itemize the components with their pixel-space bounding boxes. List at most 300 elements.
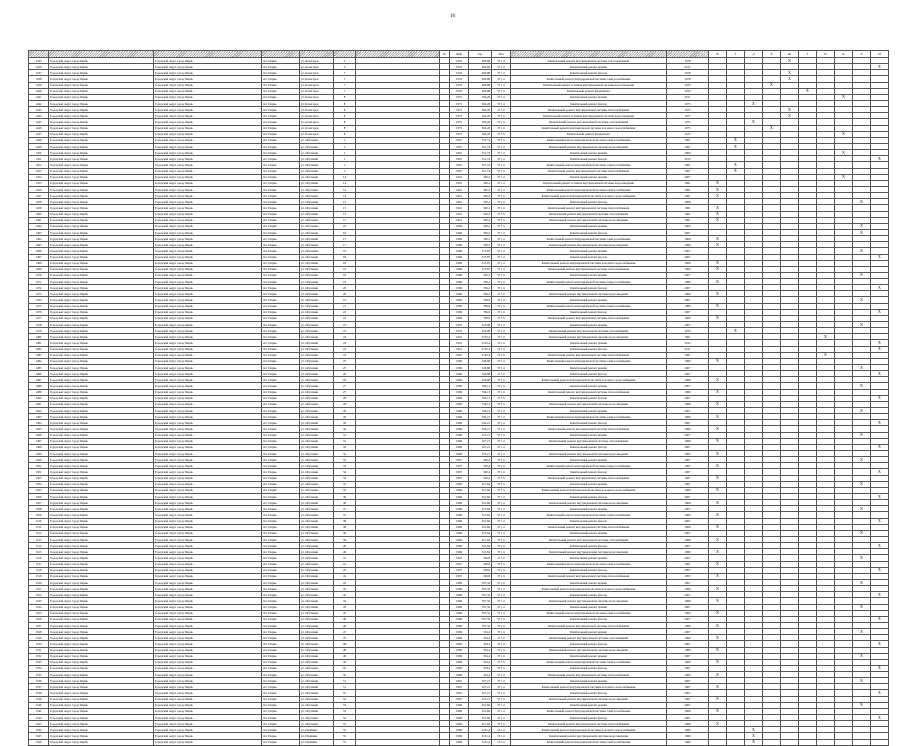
work-type-cell: Капитальный ремонт фасада xyxy=(511,567,667,573)
house-number-cell: 43 xyxy=(334,579,356,585)
category-code-cell: 37 1 п xyxy=(492,567,511,573)
area-cell: 351,74 xyxy=(469,168,492,174)
work-type-cell: Капитальный ремонт внутридомовой системы газоснабжения xyxy=(511,438,667,444)
work-type-cell: Капитальный ремонт и замена внутридомовой системы водоотведения xyxy=(511,180,667,186)
build-year-cell: 1967 xyxy=(450,475,469,481)
district-cell: Городской округ город Пермь xyxy=(49,401,154,407)
mark-cell: X xyxy=(709,635,727,641)
work-type-cell: Капитальный ремонт фасада xyxy=(511,371,667,377)
plan-year-cell: 1966 xyxy=(667,291,709,297)
area-cell: 504,26 xyxy=(469,107,492,113)
build-year-cell: 1969 xyxy=(450,395,469,401)
house-number-cell: 20 xyxy=(334,285,356,291)
category-code-cell: 37 1 п xyxy=(492,414,511,420)
plan-year-cell: 1969 xyxy=(667,721,709,727)
district-cell: Городской округ город Пермь xyxy=(49,487,154,493)
locality-cell: пгт. Пермь xyxy=(262,622,300,628)
work-type-cell: Капитальный ремонт крыши xyxy=(511,408,667,414)
build-year-cell: 1969 xyxy=(450,260,469,266)
municipality-cell: Городской округ город Пермь xyxy=(154,297,262,303)
category-code-cell: 37 1 п xyxy=(492,678,511,684)
work-type-cell: Капитальный ремонт внутридомовой системы теплоснабжения xyxy=(511,524,667,530)
plan-year-cell: 1967 xyxy=(667,684,709,690)
district-cell: Городской округ город Пермь xyxy=(49,125,154,131)
row-number: 1491 xyxy=(29,401,49,407)
category-code-cell: 37 1 п xyxy=(492,64,511,70)
house-number-cell: 26 xyxy=(334,377,356,383)
house-number-cell: 42 xyxy=(334,573,356,579)
mark-cell xyxy=(727,739,745,745)
build-year-cell: 1969 xyxy=(450,536,469,542)
plan-year-cell: 1969 xyxy=(667,549,709,555)
row-number: 1445 xyxy=(29,119,49,125)
category-code-cell: 13 1 п xyxy=(492,340,511,346)
mark-cell: X xyxy=(709,598,727,604)
mark-cell: X xyxy=(835,94,853,100)
row-number: 1499 xyxy=(29,451,49,457)
plan-year-cell: 1978 xyxy=(667,76,709,82)
area-cell: 326,8 xyxy=(469,573,492,579)
district-cell: Городской округ город Пермь xyxy=(49,58,154,64)
street-cell: ул. Обучения xyxy=(300,629,334,635)
mark-cell: X xyxy=(709,561,727,567)
locality-cell: пгт. Пермь xyxy=(262,506,300,512)
category-code-cell: 37 1 п xyxy=(492,205,511,211)
locality-cell: пгт. Пермь xyxy=(262,137,300,143)
district-cell: Городской округ город Пермь xyxy=(49,260,154,266)
area-cell: 2132,4 xyxy=(469,352,492,358)
locality-cell: пгт. Пермь xyxy=(262,168,300,174)
category-code-cell: 37 1 п xyxy=(492,444,511,450)
locality-cell: пгт. Пермь xyxy=(262,285,300,291)
house-number-cell: 53 xyxy=(334,702,356,708)
area-cell: 797,32 xyxy=(469,579,492,585)
row-number: 1506 xyxy=(29,493,49,499)
plan-year-cell: 1969 xyxy=(667,733,709,739)
municipality-cell: Городской округ город Пермь xyxy=(154,457,262,463)
house-number-cell: 22 xyxy=(334,309,356,315)
build-year-cell: 1966 xyxy=(450,358,469,364)
locality-cell: пгт. Пермь xyxy=(262,457,300,463)
mark-cell: X xyxy=(817,352,835,358)
row-number: 1438 xyxy=(29,76,49,82)
locality-cell: пгт. Пермь xyxy=(262,358,300,364)
street-cell: ул. Обучения xyxy=(300,186,334,192)
build-year-cell: 1967 xyxy=(450,168,469,174)
house-number-cell: 54 xyxy=(334,721,356,727)
street-cell: ул. Обучения xyxy=(300,180,334,186)
district-cell: Городской округ город Пермь xyxy=(49,561,154,567)
area-cell: 315,87 xyxy=(469,260,492,266)
district-cell: Городской округ город Пермь xyxy=(49,389,154,395)
mark-cell: X xyxy=(853,506,871,512)
area-cell: 490,88 xyxy=(469,88,492,94)
district-cell: Городской округ город Пермь xyxy=(49,156,154,162)
locality-cell: пгт. Пермь xyxy=(262,567,300,573)
street-cell: ул. Кочегаров xyxy=(300,94,334,100)
build-year-cell: 1961 xyxy=(450,174,469,180)
category-code-cell: 37 1 п xyxy=(492,150,511,156)
street-cell: ул. Обучения xyxy=(300,721,334,727)
mark-cell: X xyxy=(709,536,727,542)
area-cell: 343,21 xyxy=(469,408,492,414)
street-cell: ул. Кочегаров xyxy=(300,113,334,119)
plan-year-cell: 2007 xyxy=(667,567,709,573)
row-number: 1440 xyxy=(29,88,49,94)
house-number-cell: 16 xyxy=(334,223,356,229)
street-cell: ул. Обучения xyxy=(300,242,334,248)
plan-year-cell: 2007 xyxy=(667,248,709,254)
row-number: 1452 xyxy=(29,162,49,168)
street-cell: ул. Обучения xyxy=(300,315,334,321)
house-number-cell: 1 xyxy=(334,168,356,174)
locality-cell: пгт. Пермь xyxy=(262,125,300,131)
house-number-cell: 1 xyxy=(334,137,356,143)
mark-cell: X xyxy=(709,217,727,223)
work-type-cell: Капитальный ремонт крыши xyxy=(511,340,667,346)
mark-cell: X xyxy=(745,739,763,745)
street-cell: ул. Обучения xyxy=(300,223,334,229)
mark-cell: X xyxy=(871,64,889,70)
plan-year-cell: 1976 xyxy=(667,82,709,88)
build-year-cell: 1969 xyxy=(450,629,469,635)
build-year-cell: 1969 xyxy=(450,665,469,671)
area-cell: 351,74 xyxy=(469,143,492,149)
work-type-cell: Капитальный ремонт внутридомовой системы водоотведения xyxy=(511,401,667,407)
municipality-cell: Городской округ город Пермь xyxy=(154,260,262,266)
mark-cell: X xyxy=(709,573,727,579)
work-type-cell: Капитальный ремонт фасада xyxy=(511,420,667,426)
build-year-cell: 1969 xyxy=(450,659,469,665)
plan-year-cell: 2007 xyxy=(667,604,709,610)
work-type-cell: Капитальный ремонт внутридомовой системы водоотведения xyxy=(511,242,667,248)
municipality-cell: Городской округ город Пермь xyxy=(154,113,262,119)
category-code-cell: 37 1 п xyxy=(492,94,511,100)
category-code-cell: 37 1 п xyxy=(492,371,511,377)
table-row xyxy=(29,739,889,745)
house-number-cell: 24 xyxy=(334,334,356,340)
row-number: 1543 xyxy=(29,721,49,727)
area-cell: 321,84 xyxy=(469,536,492,542)
district-cell: Городской округ город Пермь xyxy=(49,500,154,506)
row-number: 1451 xyxy=(29,156,49,162)
area-cell: 321,84 xyxy=(469,530,492,536)
category-code-cell: 37 1 п xyxy=(492,721,511,727)
district-cell: Городской округ город Пермь xyxy=(49,524,154,530)
municipality-cell: Городской округ город Пермь xyxy=(154,493,262,499)
district-cell: Городской округ город Пермь xyxy=(49,702,154,708)
work-type-cell: Капитальный ремонт крыши xyxy=(511,678,667,684)
header-cell: Год xyxy=(469,51,492,58)
work-type-cell: Капитальный ремонт фасада xyxy=(511,493,667,499)
municipality-cell: Городской округ город Пермь xyxy=(154,549,262,555)
mark-cell: X xyxy=(853,297,871,303)
row-number: 1441 xyxy=(29,94,49,100)
house-number-cell: 28 xyxy=(334,395,356,401)
build-year-cell: 1969 xyxy=(450,604,469,610)
work-type-cell: Капитальный ремонт фасада xyxy=(511,395,667,401)
row-number: 1542 xyxy=(29,715,49,721)
plan-year-cell: 1961 xyxy=(667,193,709,199)
street-cell: ул. Обучения xyxy=(300,715,334,721)
street-cell: ул. Обучения xyxy=(300,260,334,266)
work-type-cell: Капитальный ремонт внутридомовой системы теплоснабжения xyxy=(511,266,667,272)
mark-cell: X xyxy=(835,174,853,180)
plan-year-cell: 1978 xyxy=(667,70,709,76)
mark-cell: X xyxy=(853,199,871,205)
district-cell: Городской округ город Пермь xyxy=(49,371,154,377)
area-cell: 323,98 xyxy=(469,322,492,328)
mark-cell: X xyxy=(709,260,727,266)
locality-cell: пгт. Пермь xyxy=(262,186,300,192)
work-type-cell: Капитальный ремонт крыши xyxy=(511,64,667,70)
build-year-cell: 1967 xyxy=(450,690,469,696)
category-code-cell: 37 1 п xyxy=(492,389,511,395)
locality-cell: пгт. Пермь xyxy=(262,629,300,635)
district-cell: Городской округ город Пермь xyxy=(49,377,154,383)
area-cell: 794,13 xyxy=(469,395,492,401)
plan-year-cell: 1975 xyxy=(667,125,709,131)
district-cell: Городской округ город Пермь xyxy=(49,254,154,260)
house-number-cell: 41 xyxy=(334,555,356,561)
row-number: 1513 xyxy=(29,536,49,542)
house-number-cell: 44 xyxy=(334,598,356,604)
work-type-cell: Капитальный ремонт внутридомовой системы теплоснабжения xyxy=(511,58,667,64)
build-year-cell: 1967 xyxy=(450,469,469,475)
municipality-cell: Городской округ город Пермь xyxy=(154,727,262,733)
row-number: 1518 xyxy=(29,567,49,573)
locality-cell: пгт. Пермь xyxy=(262,82,300,88)
work-type-cell: Капитальный ремонт внутридомовой системы теплоснабжения xyxy=(511,205,667,211)
work-type-cell: Капитальный ремонт внутридомовой системы водоотведения xyxy=(511,143,667,149)
row-number: 1536 xyxy=(29,678,49,684)
category-code-cell: 37 1 п xyxy=(492,328,511,334)
locality-cell: пгт. Пермь xyxy=(262,217,300,223)
row-number: 1508 xyxy=(29,506,49,512)
municipality-cell: Городской округ город Пермь xyxy=(154,64,262,70)
category-code-cell: 37 1 п xyxy=(492,696,511,702)
house-number-cell: 46 xyxy=(334,622,356,628)
build-year-cell: 1967 xyxy=(450,150,469,156)
category-code-cell: 37 1 п xyxy=(492,285,511,291)
category-code-cell: 37 1 п xyxy=(492,82,511,88)
work-type-cell: Капитальный ремонт крыши xyxy=(511,530,667,536)
street-cell: ул. Кочегаров xyxy=(300,100,334,106)
locality-cell: пгт. Пермь xyxy=(262,266,300,272)
municipality-cell: Городской округ город Пермь xyxy=(154,622,262,628)
mark-cell: X xyxy=(709,279,727,285)
locality-cell: пгт. Пермь xyxy=(262,162,300,168)
row-number: 1527 xyxy=(29,622,49,628)
category-code-cell: 37 1 п xyxy=(492,635,511,641)
district-cell: Городской округ город Пермь xyxy=(49,721,154,727)
header-cell: Г xyxy=(727,51,745,58)
plan-year-cell: 1969 xyxy=(667,659,709,665)
house-number-cell: 36 xyxy=(334,493,356,499)
mark-cell: X xyxy=(709,451,727,457)
row-number: 1455 xyxy=(29,180,49,186)
build-year-cell: 1966 xyxy=(450,291,469,297)
row-number: 1534 xyxy=(29,665,49,671)
area-cell: 315,87 xyxy=(469,266,492,272)
house-number-cell: 15 xyxy=(334,217,356,223)
plan-year-cell: 1969 xyxy=(667,236,709,242)
build-year-cell: 1966 xyxy=(450,229,469,235)
category-code-cell: 13 1 п xyxy=(492,727,511,733)
district-cell: Городской округ город Пермь xyxy=(49,469,154,475)
street-cell: ул. Обучения xyxy=(300,168,334,174)
work-type-cell: Капитальный ремонт крыши xyxy=(511,432,667,438)
work-type-cell: Капитальный ремонт внутридомовой системы теплоснабжения xyxy=(511,389,667,395)
locality-cell: пгт. Пермь xyxy=(262,438,300,444)
row-number: 1454 xyxy=(29,174,49,180)
district-cell: Городской округ город Пермь xyxy=(49,622,154,628)
street-cell: ул. Обучения xyxy=(300,328,334,334)
work-type-cell: Капитальный ремонт внутридомовой системы холодного водоснабжения xyxy=(511,684,667,690)
row-number: 1517 xyxy=(29,561,49,567)
plan-year-cell: 2007 xyxy=(667,641,709,647)
build-year-cell: 1961 xyxy=(450,180,469,186)
district-cell: Городской округ город Пермь xyxy=(49,715,154,721)
house-number-cell: 24 xyxy=(334,352,356,358)
row-number: 1544 xyxy=(29,727,49,733)
street-cell: ул. Обучения xyxy=(300,199,334,205)
category-code-cell: 13 1 п xyxy=(492,346,511,352)
plan-year-cell: 1969 xyxy=(667,727,709,733)
locality-cell: пгт. Пермь xyxy=(262,672,300,678)
mark-cell: X xyxy=(853,223,871,229)
municipality-cell: Городской округ город Пермь xyxy=(154,444,262,450)
district-cell: Городской округ город Пермь xyxy=(49,641,154,647)
build-year-cell: 1966 xyxy=(450,414,469,420)
build-year-cell: 1967 xyxy=(450,457,469,463)
plan-year-cell: 2007 xyxy=(667,518,709,524)
build-year-cell: 1967 xyxy=(450,137,469,143)
district-cell: Городской округ город Пермь xyxy=(49,309,154,315)
municipality-cell: Городской округ город Пермь xyxy=(154,420,262,426)
plan-year-cell: 2007 xyxy=(667,365,709,371)
street-cell: ул. Обучения xyxy=(300,647,334,653)
locality-cell: пгт. Пермь xyxy=(262,389,300,395)
mark-cell: X xyxy=(709,684,727,690)
street-cell: ул. Кочегаров xyxy=(300,107,334,113)
district-cell: Городской округ город Пермь xyxy=(49,346,154,352)
mark-cell: X xyxy=(871,493,889,499)
header-cell xyxy=(511,51,667,58)
area-cell: 327,21 xyxy=(469,678,492,684)
municipality-cell: Городской округ город Пермь xyxy=(154,536,262,542)
house-number-cell: 17 xyxy=(334,242,356,248)
work-type-cell: Капитальный ремонт фасада xyxy=(511,641,667,647)
street-cell: ул. Обучения xyxy=(300,217,334,223)
locality-cell: пгт. Пермь xyxy=(262,592,300,598)
street-cell: ул. Обучения xyxy=(300,150,334,156)
work-type-cell: Капитальный ремонт внутридомовой системы теплоснабжения xyxy=(511,573,667,579)
plan-year-cell: 2007 xyxy=(667,309,709,315)
work-type-cell: Капитальный ремонт фасада xyxy=(511,715,667,721)
mark-cell: X xyxy=(709,377,727,383)
district-cell: Городской округ город Пермь xyxy=(49,475,154,481)
street-cell: ул. Обучения xyxy=(300,549,334,555)
work-type-cell: Капитальный ремонт внутридомовой системы газоснабжения xyxy=(511,328,667,334)
work-type-cell: Капитальный ремонт внутридомовой системы электроснабжения xyxy=(511,358,667,364)
work-type-cell: Капитальный ремонт крыши xyxy=(511,481,667,487)
row-number: 1535 xyxy=(29,672,49,678)
district-cell: Городской округ город Пермь xyxy=(49,549,154,555)
locality-cell: пгт. Пермь xyxy=(262,352,300,358)
street-cell: ул. Обучения xyxy=(300,383,334,389)
municipality-cell: Городской округ город Пермь xyxy=(154,168,262,174)
municipality-cell: Городской округ город Пермь xyxy=(154,616,262,622)
work-type-cell: Капитальный ремонт фасада xyxy=(511,254,667,260)
build-year-cell: 1967 xyxy=(450,561,469,567)
street-cell: ул. Обучения xyxy=(300,506,334,512)
house-number-cell: 18 xyxy=(334,248,356,254)
district-cell: Городской округ город Пермь xyxy=(49,303,154,309)
house-number-cell: 7 xyxy=(334,70,356,76)
municipality-cell: Городской округ город Пермь xyxy=(154,389,262,395)
row-number: 1539 xyxy=(29,696,49,702)
row-number: 1498 xyxy=(29,444,49,450)
house-number-cell: 31 xyxy=(334,438,356,444)
district-cell: Городской округ город Пермь xyxy=(49,579,154,585)
locality-cell: пгт. Пермь xyxy=(262,334,300,340)
plan-year-cell: 2007 xyxy=(667,678,709,684)
build-year-cell: 1976 xyxy=(450,58,469,64)
locality-cell: пгт. Пермь xyxy=(262,309,300,315)
house-number-cell: 32 xyxy=(334,451,356,457)
district-cell: Городской округ город Пермь xyxy=(49,76,154,82)
locality-cell: пгт. Пермь xyxy=(262,635,300,641)
municipality-cell: Городской округ город Пермь xyxy=(154,371,262,377)
street-cell: ул. Обучения xyxy=(300,659,334,665)
mark-cell: X xyxy=(709,438,727,444)
area-cell: 797,32 xyxy=(469,610,492,616)
municipality-cell: Городской округ город Пермь xyxy=(154,684,262,690)
mark-cell: X xyxy=(853,555,871,561)
area-cell: 336,2 xyxy=(469,272,492,278)
locality-cell: пгт. Пермь xyxy=(262,420,300,426)
locality-cell: пгт. Пермь xyxy=(262,487,300,493)
row-number: 1502 xyxy=(29,469,49,475)
municipality-cell: Городской округ город Пермь xyxy=(154,100,262,106)
mark-cell: X xyxy=(853,408,871,414)
locality-cell: пгт. Пермь xyxy=(262,573,300,579)
category-code-cell: 37 1 п xyxy=(492,487,511,493)
house-number-cell: 55 xyxy=(334,739,356,745)
row-number: 1439 xyxy=(29,82,49,88)
mark-cell: X xyxy=(853,457,871,463)
work-type-cell: Капитальный ремонт внутридомовой системы теплоснабжения xyxy=(511,672,667,678)
row-number: 1472 xyxy=(29,285,49,291)
work-type-cell: Капитальный ремонт внутридомовой системы теплоснабжения xyxy=(511,426,667,432)
mark-cell: X xyxy=(745,119,763,125)
street-cell: ул. Обучения xyxy=(300,156,334,162)
plan-year-cell: 2007 xyxy=(667,616,709,622)
locality-cell: пгт. Пермь xyxy=(262,107,300,113)
mark-cell: X xyxy=(727,143,745,149)
row-number: 1482 xyxy=(29,346,49,352)
area-cell: 320,2 xyxy=(469,193,492,199)
mark-cell: X xyxy=(781,58,799,64)
category-code-cell: 37 1 п xyxy=(492,229,511,235)
street-cell: ул. Обучения xyxy=(300,678,334,684)
locality-cell: пгт. Пермь xyxy=(262,610,300,616)
plan-year-cell: 1967 xyxy=(667,696,709,702)
area-cell: 336,2 xyxy=(469,285,492,291)
category-code-cell: 37 1 п xyxy=(492,506,511,512)
build-year-cell: 1967 xyxy=(450,463,469,469)
